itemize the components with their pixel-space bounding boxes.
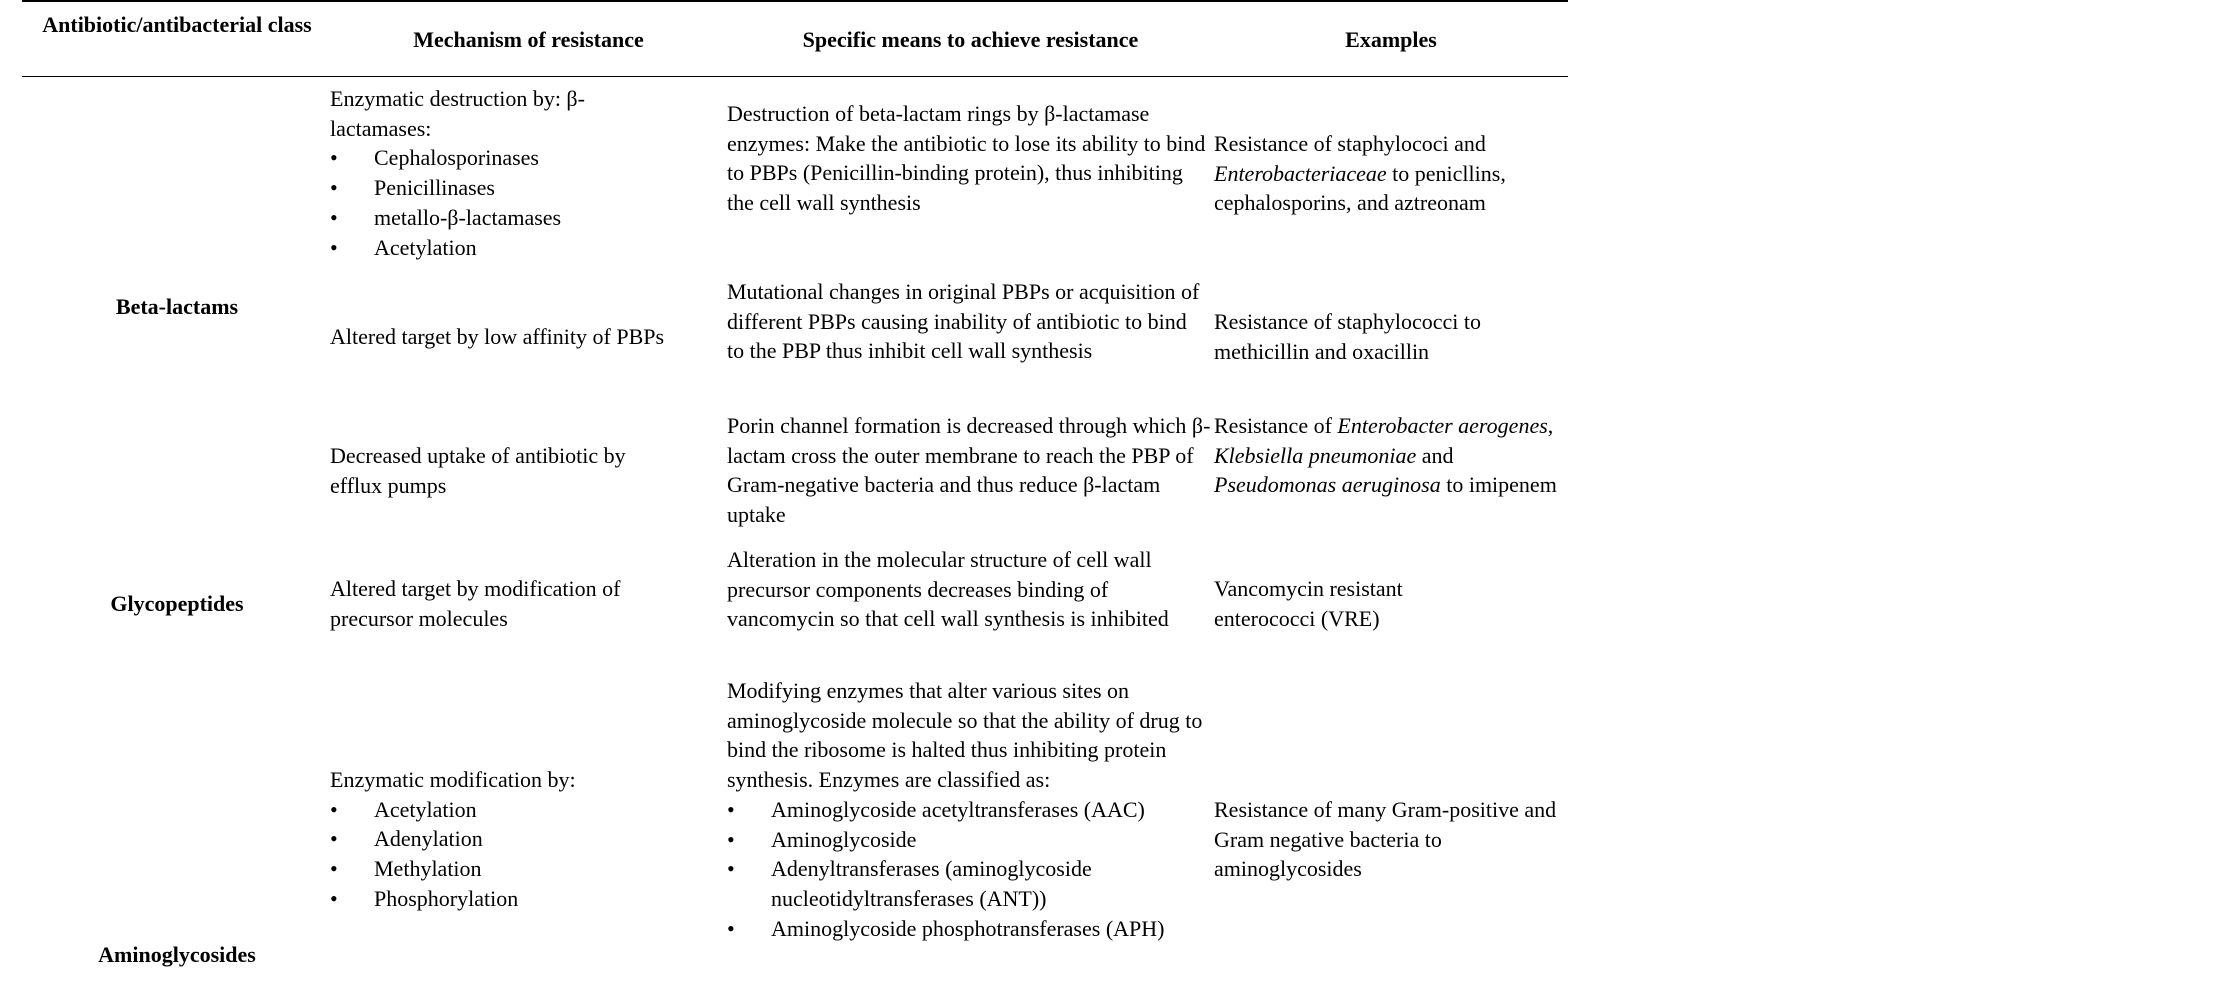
mechanism-altered-target-pbp: Altered target by low affinity of PBPs (330, 324, 665, 349)
list-item: • Phosphorylation (330, 884, 576, 914)
mechanism-text: Enzymatic modification by: (330, 767, 576, 792)
mechanism-text: Enzymatic destruction by: β-lactamases: (330, 86, 585, 141)
example-vre: Vancomycin resistant enterococci (VRE) (1214, 576, 1403, 631)
means-vancomycin-binding: Alteration in the molecular structure of cell wall precursor components decreases binding of vancomycin so that cell wall synthesis is inhibited (727, 547, 1169, 632)
header-mechanism: Mechanism of resistance (413, 27, 644, 52)
header-means: Specific means to achieve resistance (802, 27, 1139, 52)
example-imipenem: Resistance of Enterobacter aerogenes, Klebsiella pneumoniae and Pseudomonas aeruginosa to imipenem (1214, 413, 1557, 498)
header-examples: Examples (1345, 27, 1437, 52)
means-beta-lactamase: Destruction of beta-lactam rings by β-lactamase enzymes: Make the antibiotic to lose its ability to bind to PBPs (Penicillin-binding protein), thus inhibiting the cell wall synthesis (727, 101, 1206, 216)
class-glycopeptides: Glycopeptides (110, 591, 244, 616)
mechanism-enzymatic-modification (330, 765, 576, 914)
example-many-bacteria: Resistance of many Gram-positive and Gram negative bacteria to aminoglycosides (1214, 797, 1557, 882)
means-porin-channel: Porin channel formation is decreased through which β-lactam cross the outer membrane to reach the PBP of Gram-negative bacteria and thus reduce β-lactam uptake (727, 413, 1211, 528)
mechanism-enzymatic-destruction (330, 84, 620, 262)
list-item: • Adenyltransferases (aminoglycoside nucleotidyltransferases (ANT)) (727, 854, 1191, 913)
list-item: • Acetylation (330, 233, 620, 263)
list-item: • Cephalosporinases (330, 143, 620, 173)
list-item: • Acetylation (330, 795, 576, 825)
example-staphylococci-enterobacteriaceae: Resistance of staphylococi and Enterobacteriaceae to penicllins, cephalosporins, and aztreonam (1214, 131, 1506, 216)
header-class: Antibiotic/antibacterial class (42, 12, 312, 37)
mechanism-precursor-modification: Altered target by modification of precursor molecules (330, 576, 621, 631)
mechanism-decreased-uptake: Decreased uptake of antibiotic by efflux pumps (330, 443, 626, 498)
example-methicillin: Resistance of staphylococci to methicillin and oxacillin (1214, 309, 1481, 364)
list-item: • Aminoglycoside acetyltransferases (AAC) (727, 795, 1217, 825)
list-item: • Adenylation (330, 824, 576, 854)
list-item: • Aminoglycoside phosphotransferases (APH) (727, 914, 1191, 944)
table-header-rule (22, 76, 1568, 77)
list-item: • Methylation (330, 854, 576, 884)
list-item: • Aminoglycoside (727, 825, 1217, 855)
class-beta-lactams: Beta-lactams (115, 294, 239, 319)
class-aminoglycosides: Aminoglycosides (98, 942, 256, 967)
means-text: Modifying enzymes that alter various sites on aminoglycoside molecule so that the ability of drug to bind the ribosome is halted thus inhibiting protein synthesis. Enzymes are classified as: (727, 678, 1203, 793)
means-pbp-mutation: Mutational changes in original PBPs or acquisition of different PBPs causing inability of antibiotic to bind to the PBP thus inhibit cell wall synthesis (727, 279, 1200, 364)
list-item: • Penicillinases (330, 173, 620, 203)
list-item: • metallo-β-lactamases (330, 203, 620, 233)
means-modifying-enzymes (727, 676, 1217, 943)
table-top-rule (22, 0, 1568, 2)
